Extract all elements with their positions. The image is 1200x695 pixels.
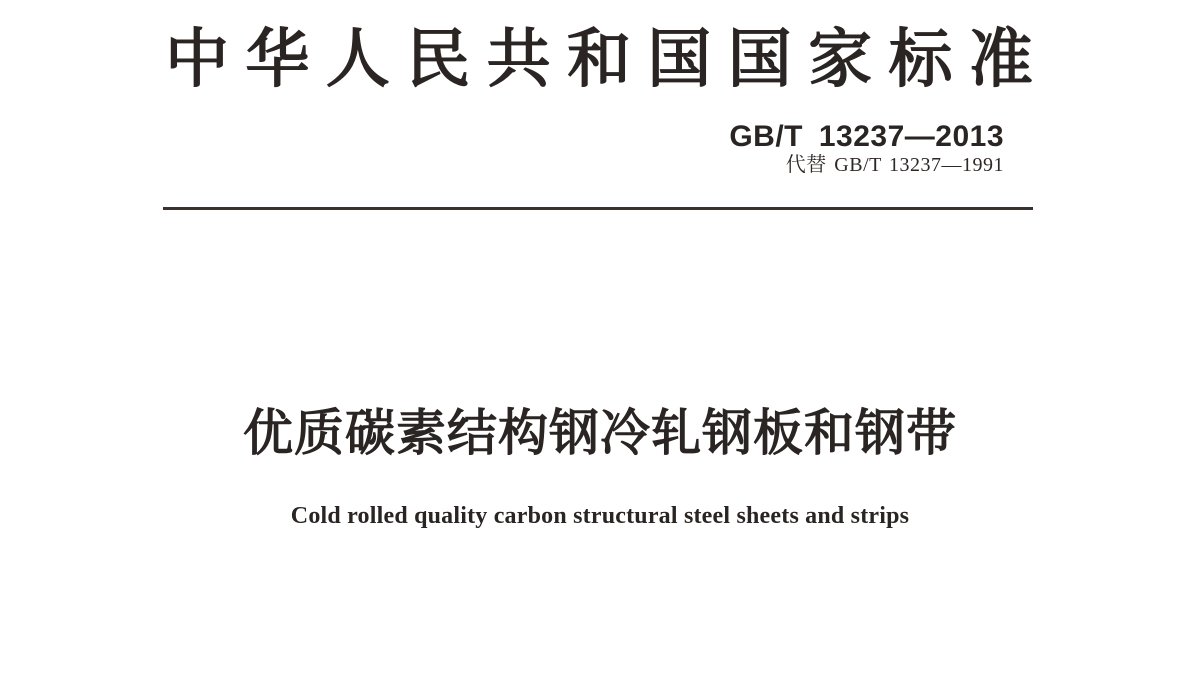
header-divider-rule <box>163 207 1033 210</box>
standard-number-block <box>729 121 1004 176</box>
national-standard-heading: 中 华 人 民 共 和 国 国 家 标 准 <box>165 24 1033 95</box>
document-title-en: Cold rolled quality carbon structural steel sheets and strips <box>290 503 910 529</box>
standard-code: GB/T 13237—2013 <box>729 120 1004 153</box>
superseded-standard-note: 代替 GB/T 13237—1991 <box>785 154 1004 176</box>
document-title-zh: 优质碳素结构钢冷轧钢板和钢带 <box>243 405 957 461</box>
